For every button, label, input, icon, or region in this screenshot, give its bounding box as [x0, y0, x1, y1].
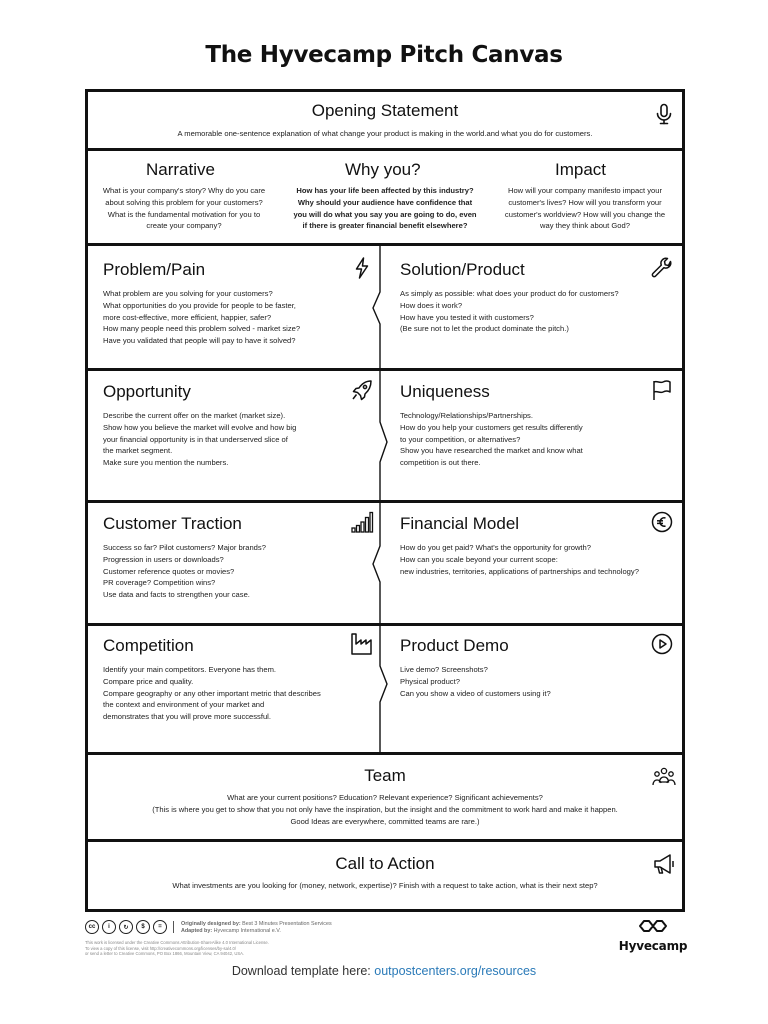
cc-license-icons [85, 920, 167, 934]
demo-text: Live demo? Screenshots? Physical product? Can you show a video of customers using it? [400, 665, 551, 698]
footer-separator [173, 921, 174, 933]
traction-text: Success so far? Pilot customers? Major brands? Progression in users or downloads? Customer reference quotes or movies? PR coverage? Competition wins? Use data and facts to strengthen your case. [103, 543, 266, 600]
download-link[interactable]: outpostcenters.org/resources [374, 964, 537, 978]
call-to-action-heading: Call to Action [335, 854, 435, 873]
demo-heading: Product Demo [400, 636, 509, 655]
team-heading: Team [364, 766, 406, 785]
competition-text: Identify your main competitors. Everyone has them. Compare price and quality. Compare geography or any other important metric that describes the context and environment of your market and demonstrates that you will prove more successful. [103, 665, 321, 722]
narrative-heading: Narrative [146, 160, 215, 179]
solution-text: As simply as possible: what does your product do for customers? How does it work? How have you tested it with customers? (Be sure not to let the product dominate the pitch.) [400, 289, 619, 334]
no-derivatives-icon: = [153, 920, 167, 934]
lightning-icon [350, 256, 374, 280]
hyvecamp-logo-mark [638, 918, 668, 934]
adapted-by: Adapted by: Hyvecamp International e.V. [181, 928, 281, 934]
download-line [0, 964, 768, 978]
story-section [85, 148, 685, 246]
team-section [85, 752, 685, 842]
problem-heading: Problem/Pain [103, 260, 206, 279]
microphone-icon [652, 102, 676, 126]
financial-text: How do you get paid? What's the opportunity for growth? How can you scale beyond your current scope: new industries, territories, applications of partnerships and technology? [400, 543, 639, 576]
impact-heading: Impact [555, 160, 607, 179]
designed-by: Originally designed by: Best 3 Minutes Presentation Services [181, 921, 332, 927]
traction-heading: Customer Traction [103, 514, 242, 533]
rocket-icon [350, 378, 374, 402]
team-icon [652, 765, 676, 789]
solution-heading: Solution/Product [400, 260, 525, 279]
middle-grid [85, 243, 685, 755]
creative-commons-icon: cc [85, 920, 99, 934]
euro-icon [650, 510, 674, 534]
play-icon [650, 632, 674, 656]
problem-text: What problem are you solving for your customers? What opportunities do you provide for people to be faster, more cost-effective, more efficient, happier, safer? How many people need this problem solved - market size? Have you validated that people will pay to have it solved? [103, 289, 301, 346]
financial-heading: Financial Model [400, 514, 520, 533]
uniqueness-text: Technology/Relationships/Partnerships. How do you help your customers get results differently to your competition, or alternatives? Show you have researched the market and know what competition is out there. [400, 411, 583, 468]
bar-chart-icon [350, 510, 374, 534]
license-text: This work is licensed under the Creative Commons Attribution-ShareAlike 4.0 International License. To view a copy of this license, visit http://creativecommons.org/licenses/by-sa/4.0/ or send a letter to Creative Commons, PO Box 1866, Mountain View, CA 94042, USA. [85, 940, 269, 956]
competition-heading: Competition [103, 636, 194, 655]
megaphone-icon [652, 852, 676, 876]
call-to-action-section [85, 839, 685, 912]
non-commercial-icon: $ [136, 920, 150, 934]
call-to-action-text: What investments are you looking for (money, network, expertise)? Finish with a request to take action, what is their next step? [172, 881, 598, 890]
opportunity-text: Describe the current offer on the market (market size). Show how you believe the market will evolve and how big your financial opportunity is in that underserved slice of the market segment. Make sure you mention the numbers. [103, 411, 297, 468]
uniqueness-heading: Uniqueness [400, 382, 490, 401]
pitch-canvas [85, 89, 685, 912]
why-you-heading: Why you? [345, 160, 421, 179]
brand-name: Hyvecamp [618, 939, 688, 953]
opening-statement-text: A memorable one-sentence explanation of what change your product is making in the world.and what you do for customers. [177, 129, 593, 138]
hyvecamp-logo [618, 918, 688, 953]
opportunity-heading: Opportunity [103, 382, 191, 401]
impact-text: How will your company manifesto impact your customer's lives? How will you transform your customer's worldview? How will you change the way they think about God? [504, 186, 666, 231]
factory-icon [350, 632, 374, 656]
page-title: The Hyvecamp Pitch Canvas [205, 42, 563, 68]
wrench-icon [650, 256, 674, 280]
flag-icon [650, 378, 674, 402]
share-alike-icon: ↻ [119, 920, 133, 934]
attribution-icon: i [102, 920, 116, 934]
narrative-text: What is your company's story? Why do you care about solving this problem for your customers? What is the fundamental motivation for you to create your company? [102, 186, 266, 231]
opening-statement-section [85, 89, 685, 151]
download-label: Download template here: [231, 964, 371, 978]
opening-statement-heading: Opening Statement [311, 101, 459, 120]
why-you-text: How has your life been affected by this industry? Why should your audience have confidence that you will do what you say you are going to do, even if there is greater financial benefit elsewhere? [293, 186, 477, 231]
team-text: What are your current positions? Education? Relevant experience? Significant achievements? (This is where you get to show that you not only have the inspiration, but the insight and the commitment to work hard and make it happen. Good Ideas are everywhere, committed teams are rare.) [152, 793, 618, 826]
